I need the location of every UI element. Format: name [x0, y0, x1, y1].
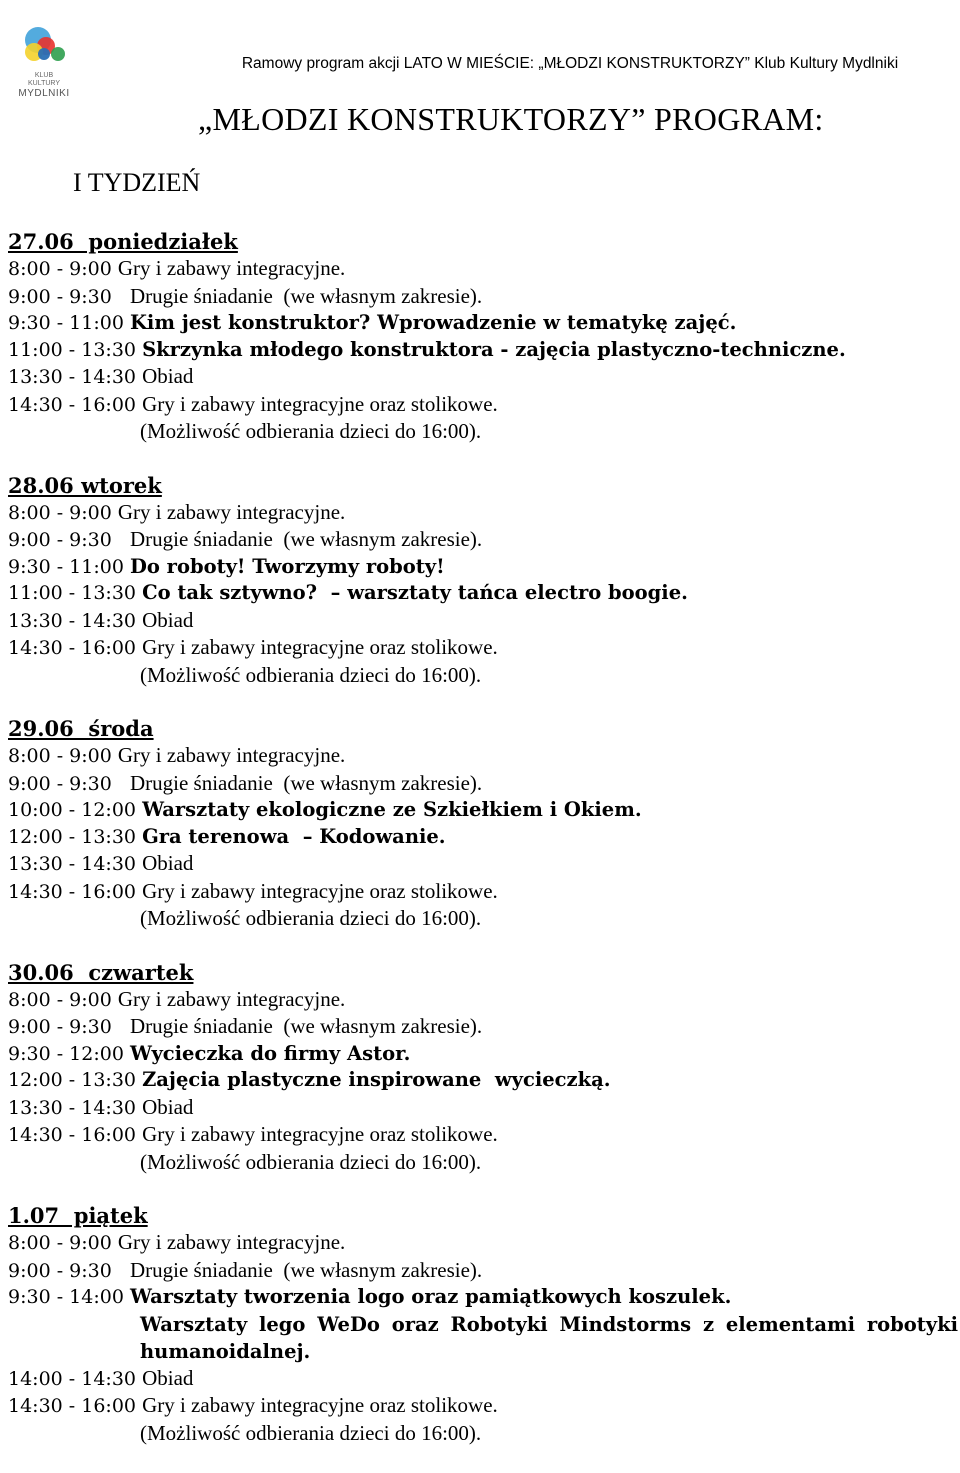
activity-text: Skrzynka młodego konstruktora - zajęcia plastyczno-techniczne. — [142, 337, 846, 361]
time-range: 8:00 - 9:00 — [8, 258, 118, 280]
day-title: 29.06 środa — [8, 716, 154, 741]
schedule-row — [8, 1013, 958, 1041]
program-header-line: Ramowy program akcji LATO W MIEŚCIE: „MŁODZI KONSTRUKTORZY” Klub Kultury Mydlniki — [241, 55, 899, 72]
activity-text: Drugie śniadanie (we własnym zakresie). — [129, 527, 483, 551]
activity-text: Obiad — [142, 1094, 194, 1119]
activity-text: Do roboty! Tworzymy roboty! — [129, 554, 445, 578]
schedule-row — [8, 986, 958, 1014]
schedule-row — [8, 1067, 958, 1094]
schedule-row — [8, 770, 958, 798]
schedule-row — [8, 283, 958, 311]
schedule-row — [8, 310, 958, 337]
time-range: 13:30 - 14:30 — [8, 609, 143, 632]
schedule-row — [8, 255, 958, 283]
time-range: 9:00 - 9:30 — [8, 1259, 130, 1282]
activity-text: Drugie śniadanie (we własnym zakresie). — [129, 1257, 483, 1282]
activity-text: Zajęcia plastyczne inspirowane wycieczką. — [142, 1068, 611, 1091]
activity-text: Wycieczka do firmy Astor. — [129, 1041, 411, 1065]
pickup-note: (Możliwość odbierania dzieci do 16:00). — [140, 419, 482, 443]
activity-text: Co tak sztywno? – warsztaty tańca electro boogie. — [142, 581, 688, 604]
pickup-note: (Możliwość odbierania dzieci do 16:00). — [140, 906, 482, 930]
schedule-row — [8, 363, 958, 391]
time-range: 9:30 - 11:00 — [8, 312, 130, 334]
activity-text: Gry i zabawy integracyjne. — [117, 743, 346, 767]
time-range: 9:30 - 11:00 — [8, 555, 130, 578]
schedule-row — [8, 634, 958, 662]
schedule-row — [8, 1229, 958, 1257]
time-range: 14:30 - 16:00 — [8, 1395, 143, 1417]
schedule-row — [8, 1121, 958, 1149]
schedule-row — [8, 499, 958, 527]
time-range: 14:00 - 14:30 — [8, 1367, 143, 1390]
schedule-row — [8, 391, 958, 419]
schedule-row — [8, 1094, 958, 1122]
time-range: 9:30 - 12:00 — [8, 1042, 130, 1065]
time-range: 10:00 - 12:00 — [8, 799, 143, 821]
activity-text: Gry i zabawy integracyjne. — [117, 256, 346, 280]
time-range: 14:30 - 16:00 — [8, 1124, 143, 1146]
time-range: 9:00 - 9:30 — [8, 772, 130, 795]
time-range: 8:00 - 9:00 — [8, 501, 118, 524]
time-range: 12:00 - 13:30 — [8, 1069, 143, 1091]
schedule-row — [8, 1041, 958, 1068]
activity-text: Gry i zabawy integracyjne oraz stolikowe. — [142, 635, 498, 659]
activity-text: Gry i zabawy integracyjne. — [117, 1230, 346, 1254]
day-title: 1.07 piątek — [8, 1203, 148, 1228]
schedule-row — [8, 1392, 958, 1420]
day-title: 28.06 wtorek — [8, 472, 162, 498]
schedule-row — [8, 554, 958, 581]
activity-text: Warsztaty ekologiczne ze Szkiełkiem i Okiem. — [142, 798, 642, 821]
schedule-row — [8, 526, 958, 554]
activity-continuation: Warsztaty lego WeDo oraz Robotyki Mindstorms z elementami robotyki humanoidalnej. — [140, 1312, 958, 1363]
activity-text: Obiad — [142, 364, 194, 388]
week-title: I TYDZIEŃ — [73, 168, 201, 197]
day-section — [8, 472, 958, 689]
time-range: 13:30 - 14:30 — [8, 853, 143, 875]
time-range: 8:00 - 9:00 — [8, 988, 118, 1011]
schedule-row — [8, 878, 958, 906]
activity-text: Gra terenowa – Kodowanie. — [142, 824, 446, 848]
time-range: 14:30 - 16:00 — [8, 880, 143, 903]
day-section — [8, 959, 958, 1176]
activity-text: Kim jest konstruktor? Wprowadzenie w tematykę zajęć. — [129, 311, 737, 334]
time-range: 14:30 - 16:00 — [8, 393, 143, 416]
activity-text: Obiad — [142, 851, 194, 875]
activity-text: Obiad — [142, 1365, 194, 1390]
time-range: 12:00 - 13:30 — [8, 825, 143, 848]
activity-text: Gry i zabawy integracyjne oraz stolikowe. — [142, 1393, 498, 1417]
activity-text: Obiad — [142, 607, 194, 632]
pickup-note: (Możliwość odbierania dzieci do 16:00). — [140, 1420, 482, 1445]
activity-text: Gry i zabawy integracyjne oraz stolikowe. — [142, 391, 498, 416]
schedule-row — [8, 337, 958, 364]
day-section — [8, 228, 958, 445]
time-range: 11:00 - 13:30 — [8, 582, 143, 604]
schedule-row — [8, 742, 958, 770]
time-range: 9:30 - 14:00 — [8, 1286, 130, 1308]
day-section — [8, 1202, 958, 1446]
time-range: 13:30 - 14:30 — [8, 366, 143, 388]
day-title: 30.06 czwartek — [8, 959, 194, 985]
schedule-row — [8, 824, 958, 851]
time-range: 14:30 - 16:00 — [8, 637, 143, 659]
logo-line-2: MYDLNIKI — [18, 88, 70, 99]
page-title: „MŁODZI KONSTRUKTORZY” PROGRAM: — [198, 101, 824, 137]
schedule-row — [8, 1365, 958, 1393]
time-range: 9:00 - 9:30 — [8, 529, 130, 551]
activity-text: Gry i zabawy integracyjne oraz stolikowe. — [142, 1122, 498, 1146]
activity-text: Warsztaty tworzenia logo oraz pamiątkowych koszulek. — [129, 1285, 732, 1308]
schedule — [8, 228, 958, 1473]
activity-text: Drugie śniadanie (we własnym zakresie). — [129, 1014, 483, 1038]
pickup-note: (Możliwość odbierania dzieci do 16:00). — [140, 662, 482, 687]
day-section — [8, 715, 958, 932]
schedule-row — [8, 580, 958, 607]
schedule-row — [8, 797, 958, 824]
schedule-row — [8, 1257, 958, 1285]
time-range: 8:00 - 9:00 — [8, 745, 118, 767]
day-title: 27.06 poniedziałek — [8, 229, 238, 254]
schedule-row — [8, 850, 958, 878]
activity-text: Drugie śniadanie (we własnym zakresie). — [129, 283, 483, 308]
time-range: 9:00 - 9:30 — [8, 1016, 130, 1038]
schedule-row — [8, 607, 958, 635]
activity-text: Gry i zabawy integracyjne. — [117, 499, 346, 524]
pickup-note: (Możliwość odbierania dzieci do 16:00). — [140, 1149, 482, 1174]
time-range: 9:00 - 9:30 — [8, 285, 130, 308]
time-range: 8:00 - 9:00 — [8, 1232, 118, 1254]
schedule-row — [8, 1284, 958, 1311]
logo-line-1: KLUB KULTURY — [27, 72, 61, 87]
activity-text: Gry i zabawy integracyjne. — [117, 986, 346, 1011]
activity-text: Drugie śniadanie (we własnym zakresie). — [129, 770, 483, 795]
time-range: 11:00 - 13:30 — [8, 338, 143, 361]
time-range: 13:30 - 14:30 — [8, 1096, 143, 1119]
activity-text: Gry i zabawy integracyjne oraz stolikowe. — [142, 878, 498, 903]
